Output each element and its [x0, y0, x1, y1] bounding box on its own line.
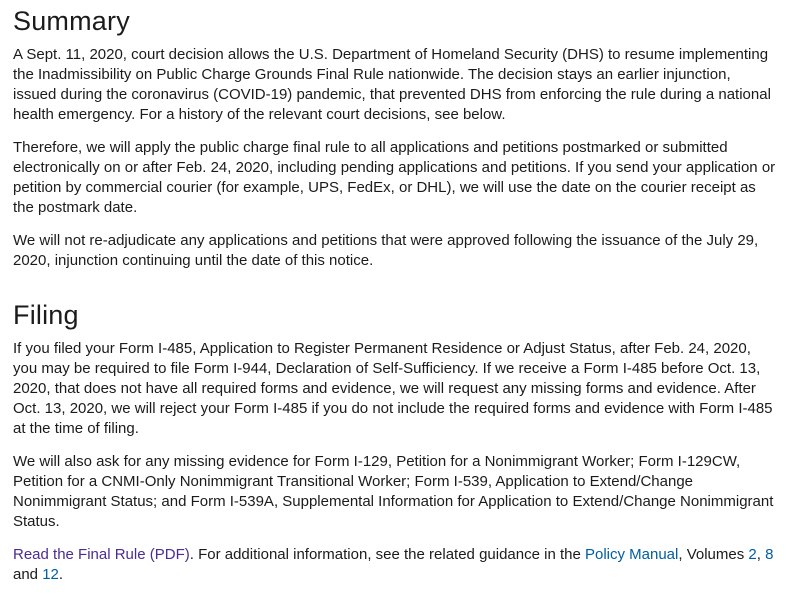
volumes-text: , Volumes: [678, 546, 749, 563]
filing-paragraph-3: [13, 545, 776, 585]
guidance-text: . For additional information, see the related guidance in the: [189, 546, 585, 563]
summary-paragraph-1: A Sept. 11, 2020, court decision allows the U.S. Department of Homeland Security (DHS) to resume implementing the Inadmissibility on Public Charge Grounds Final Rule nationwide. The decision stays an earlier injunction, issued during the coronavirus (COVID-19) pandemic, that prevented DHS from enforcing the rule during a national health emergency. For a history of the relevant court decisions, see below.: [13, 46, 771, 123]
filing-paragraph-1: If you filed your Form I-485, Application to Register Permanent Residence or Adjust Status, after Feb. 24, 2020, you may be required to file Form I-944, Declaration of Self-Sufficiency. If we receive a Form I-485 before Oct. 13, 2020, that does not have all required forms and evidence, we will request any missing forms and evidence. After Oct. 13, 2020, we will reject your Form I-485 if you do not include the required forms and evidence with Form I-485 at the time of filing.: [13, 340, 773, 437]
and-text: and: [13, 566, 43, 583]
summary-paragraph-2: Therefore, we will apply the public charge final rule to all applications and petitions postmarked or submitted electronically on or after Feb. 24, 2020, including pending applications and petitions. If you send your application or petition by commercial courier (for example, UPS, FedEx, or DHL), we will use the date on the courier receipt as the postmark date.: [13, 139, 776, 216]
volume-12-link[interactable]: 12: [42, 566, 59, 583]
final-rule-link[interactable]: Read the Final Rule (PDF): [13, 546, 190, 563]
page-content: [13, 0, 776, 585]
filing-heading: Filing: [13, 300, 79, 330]
volume-2-link[interactable]: 2: [748, 546, 757, 563]
volume-8-link[interactable]: 8: [765, 546, 774, 563]
policy-manual-link[interactable]: Policy Manual: [584, 546, 679, 563]
summary-paragraph-3: We will not re-adjudicate any applications and petitions that were approved following the issuance of the July 29, 2020, injunction continuing until the date of this notice.: [13, 232, 759, 269]
final-period: .: [58, 566, 64, 583]
summary-heading: Summary: [13, 6, 130, 36]
volume-separator: ,: [756, 546, 766, 563]
filing-paragraph-2: We will also ask for any missing evidence for Form I-129, Petition for a Nonimmigrant Worker; Form I-129CW, Petition for a CNMI-Only Nonimmigrant Transitional Worker; Form I-539, Application to Extend/Change Nonimmigrant Status; and Form I-539A, Supplemental Information for Application to Extend/Change Nonimmigrant Status.: [13, 453, 774, 530]
